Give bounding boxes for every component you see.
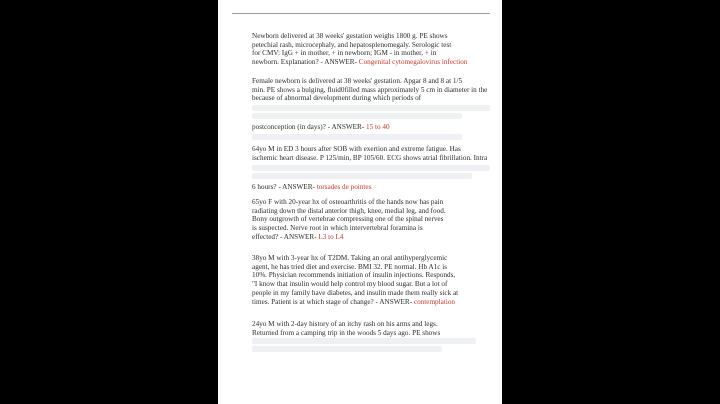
redacted-region [252,346,442,352]
text-line: effected? - ANSWER- [252,232,319,241]
text-line: agent, he has tried diet and exercise. BMI 32. PE normal. Hb A1c is [252,262,448,271]
text-line: "I know that insulin would help control my blood sugar. But a lot of [252,280,448,289]
text-line: people in my family have diabetes, and insulin made them really sick at [252,288,459,297]
text-line: for CMV: IgG + in mother, + in newborn; IGM - in mother, + in [252,49,437,58]
text-line: Newborn delivered at 38 weeks' gestation weighs 1800 g. PE shows [252,32,448,40]
text-line: 24yo M with 2-day history of an itchy rash on his arms and legs. [252,320,438,328]
question-block-2 [252,77,502,103]
text-line: 64yo M in ED 3 hours after SOB with exertion and extreme fatigue. Has [252,145,461,153]
redacted-region [252,105,490,111]
answer-text: Congenital cytomegalovirus infection [358,58,468,67]
answer-text: torsades de pointes [316,183,372,191]
document-page [218,0,502,404]
question-block-3 [252,145,502,162]
text-line: petechial rash, microcephaly, and hepatosplenomegaly. Serologic test [252,40,452,49]
text-line: postconception (in days)? - ANSWER- [252,123,366,131]
text-line: Female newborn is delivered at 38 weeks' gestation. Apgar 8 and 8 at 1/5 [252,77,463,85]
text-line: 6 hours? - ANSWER- [252,183,317,191]
text-line: is suspected. Nerve root in which intervertebral foramina is [252,224,423,233]
text-line: newborn. Explanation? - ANSWER- [252,58,359,67]
answer-text: L3 to L4 [318,232,344,241]
text-line: min. PE shows a bulging, fluid0filled mass approximately 5 cm in diameter in the [252,85,488,94]
text-line: Bony outgrowth of vertebrae compressing one of the spinal nerves [252,215,444,224]
answer-text: 15 to 40 [365,123,390,131]
top-divider [232,13,490,14]
question-block-1 [252,32,502,67]
text-line: because of abnormal development during which periods of [252,94,422,103]
text-line: ischemic heart disease. P 125/min, BP 105/60. ECG shows atrial fibrillation. Intra [252,153,488,162]
text-line: Returned from a camping trip in the woods 5 days ago. PE shows [252,328,441,337]
question-block-6 [252,320,502,337]
redacted-region [252,113,462,119]
question-block-5 [252,254,502,306]
text-line: times. Patient is at which stage of change? - ANSWER- [252,297,414,306]
question-block-4 [252,198,502,242]
text-line: 65yo F with 20-year hx of osteoarthritis of the hands now has pain [252,198,444,206]
answer-text: contemplation [413,297,456,306]
redacted-region [252,173,472,179]
text-line: 10%. Physician recommends initiation of insulin injections. Responds, [252,271,456,280]
answer-line-3 [252,183,502,192]
text-line: 38yo M with 3-year hx of T2DM. Taking an oral antihyperglycemic [252,254,448,262]
redacted-region [252,165,490,171]
redacted-region [252,134,462,140]
redacted-region [252,338,476,344]
text-line: radiating down the distal anterior thigh, knee, medial leg, and food. [252,206,446,215]
answer-line-2 [252,123,502,132]
